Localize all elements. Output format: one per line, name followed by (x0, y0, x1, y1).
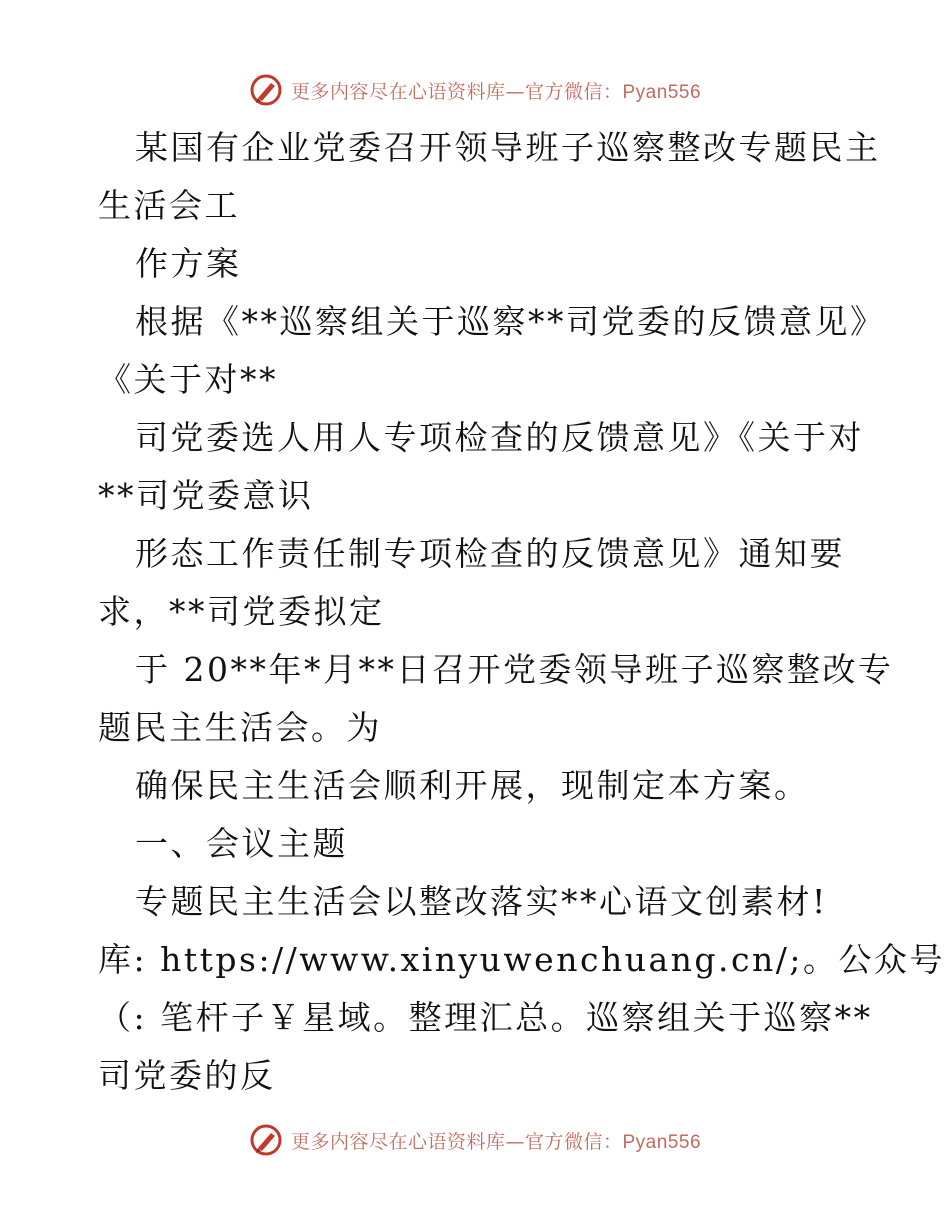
doc-line-8: 形态工作责任制专项检查的反馈意见》通知要 (135, 534, 845, 573)
watermark-official-label: 官方微信： (524, 1130, 623, 1153)
pen-logo-icon (249, 73, 283, 107)
doc-line-5: 《关于对** (98, 360, 278, 399)
watermark-wechat-id: Pyan556 (622, 81, 702, 103)
watermark-slogan: 更多内容尽在心语资料库 (290, 80, 506, 103)
watermark-text (291, 1127, 701, 1154)
doc-line-12: 确保民主生活会顺利开展，现制定本方案。 (135, 766, 810, 805)
watermark-wechat-id: Pyan556 (622, 1131, 702, 1153)
doc-line-11: 题民主生活会。为 (98, 708, 382, 747)
watermark-text (291, 77, 701, 104)
doc-line-16: （: 笔杆子￥星域。整理汇总。巡察组关于巡察** (98, 998, 873, 1037)
watermark-dash: — (505, 80, 525, 103)
doc-line-17: 司党委的反 (98, 1056, 276, 1095)
watermark-official-label: 官方微信： (524, 80, 623, 103)
watermark-dash: — (505, 1130, 525, 1153)
doc-line-2: 生活会工 (98, 186, 240, 225)
doc-line-6: 司党委选人用人专项检查的反馈意见》《关于对 (135, 418, 864, 457)
doc-line-10: 于 20**年*月**日召开党委领导班子巡察整改专 (135, 650, 894, 689)
section-heading-1: 一、会议主题 (135, 824, 348, 863)
footer-watermark (0, 1120, 950, 1160)
doc-line-3: 作方案 (135, 244, 242, 283)
doc-line-7: **司党委意识 (98, 476, 314, 515)
doc-line-9: 求，**司党委拟定 (98, 592, 385, 631)
watermark-slogan: 更多内容尽在心语资料库 (290, 1130, 506, 1153)
doc-line-14: 专题民主生活会以整改落实**心语文创素材! (135, 882, 828, 921)
doc-line-4: 根据《**巡察组关于巡察**司党委的反馈意见》 (135, 302, 886, 341)
doc-line-15: 库: https://www.xinyuwenchuang.cn/;。公众号 (98, 940, 945, 979)
doc-line-1: 某国有企业党委召开领导班子巡察整改专题民主 (135, 128, 881, 167)
pen-logo-icon (249, 1123, 283, 1157)
header-watermark (0, 70, 950, 110)
